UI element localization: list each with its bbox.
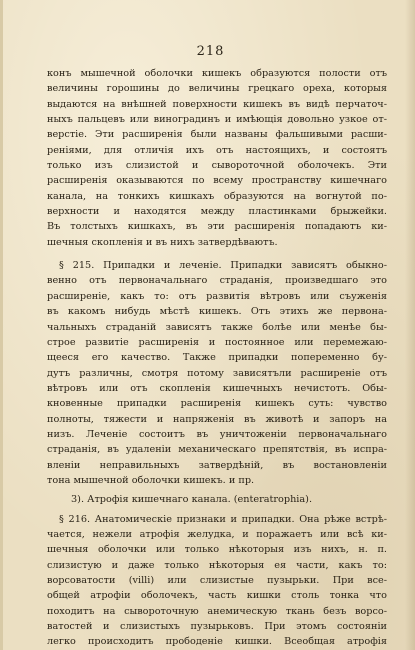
text-line: реніями, для отличія ихъ отъ настоящихъ, и состоятъ: [47, 144, 387, 156]
text-line: величины горошины до величины грецкаго ореха, которыя: [47, 83, 387, 95]
text-line: канала, на тонкихъ кишкахъ образуются на вогнутой по-: [47, 190, 387, 202]
text-line: расширенія оказываются по всему пространству кишечнаго: [47, 175, 387, 187]
text-line: расширеніе, какъ то: отъ развитія вѣтровъ или съуженія: [47, 290, 387, 302]
text-line: кновенные припадки расширенія кишекъ суть: чувство: [47, 398, 387, 410]
text-line: конъ мышечной оболочки кишекъ образуются полости отъ: [47, 68, 387, 79]
text-line: чальныхъ страданій зависятъ также болѣе или менѣе бы-: [47, 321, 387, 333]
page-number: 218: [196, 44, 225, 59]
text-line: венно отъ первоначальнаго страданія, произведшаго это: [47, 275, 387, 287]
text-line: верстіе. Эти расширенія были названы фальшивыми расши-: [47, 129, 387, 141]
text-line: шечныя оболочки или только нѣкоторыя изъ нихъ, н. п.: [47, 544, 387, 556]
body-text: [47, 66, 387, 650]
paragraph-gap: [47, 250, 387, 258]
text-line: страданія, въ удаленіи механическаго препятствія, въ испра-: [47, 444, 387, 456]
text-line: выдаются на внѣшней поверхности кишекъ въ видѣ перчаточ-: [47, 98, 387, 110]
text-line: общей атрофіи оболочекъ, часть кишки столь тонка что: [47, 590, 387, 602]
text-line: Въ толстыхъ кишкахъ, въ эти расширенія попадаютъ ки-: [47, 221, 387, 233]
text-line: чается, нежели атрофія желудка, и поражаетъ или всѣ ки-: [47, 528, 387, 540]
text-line: § 216. Анатомическіе признаки и припадки. Она рѣже встрѣ-: [59, 513, 387, 525]
text-line: дутъ различны, смотря потому зависятъли расширеніе отъ: [47, 367, 387, 379]
text-line: вѣтровъ или отъ скопленія кишечныхъ нечистотъ. Обы-: [47, 382, 387, 394]
text-line: тона мышечной оболочки кишекъ. и пр.: [47, 474, 255, 486]
text-line: въ какомъ нибудь мѣстѣ кишекъ. Отъ этихъ же первона-: [47, 306, 387, 318]
text-line: вленіи неправильныхъ затвердѣній, въ востановленіи: [47, 459, 387, 471]
text-line: походитъ на сывороточную анемическую ткань безъ ворсо-: [47, 605, 387, 617]
text-line: полноты, тяжести и напряженія въ животѣ и запоръ на: [47, 413, 387, 425]
text-line: низъ. Леченіе состоитъ въ уничтоженіи первоначальнаго: [47, 428, 387, 440]
text-line: легко происходитъ прободеніе кишки. Всеобщая атрофія: [47, 636, 387, 648]
text-line: шечныя скопленія и въ нихъ затвердѣваютъ.: [47, 236, 278, 248]
text-line: только изъ слизистой и сывороточной оболочекъ. Эти: [47, 160, 387, 172]
text-line: верхности и находятся между пластинками брыжейки.: [47, 206, 387, 218]
section-heading: 3). Атрофія кишечнаго канала. (enteratrophia).: [71, 494, 313, 506]
text-line: ныхъ пальцевъ или виноградинъ и имѣющія довольно узкое от-: [47, 114, 387, 126]
page-edge-shadow: [405, 0, 415, 650]
text-line: строе развитіе расширенія и постоянное или перемежаю-: [47, 336, 387, 348]
text-line: ватостей и слизистыхъ пузырьковъ. При этомъ состояніи: [47, 621, 387, 633]
text-line: § 215. Припадки и леченіе. Припадки зависятъ обыкно-: [59, 260, 387, 272]
text-line: щееся его качество. Также припадки попеременно бу-: [47, 352, 387, 364]
text-line: слизистую и даже только нѣкоторыя ея части, какъ то:: [47, 559, 387, 571]
text-line: ворсоватости (villi) или слизистые пузырьки. При все-: [47, 575, 387, 586]
